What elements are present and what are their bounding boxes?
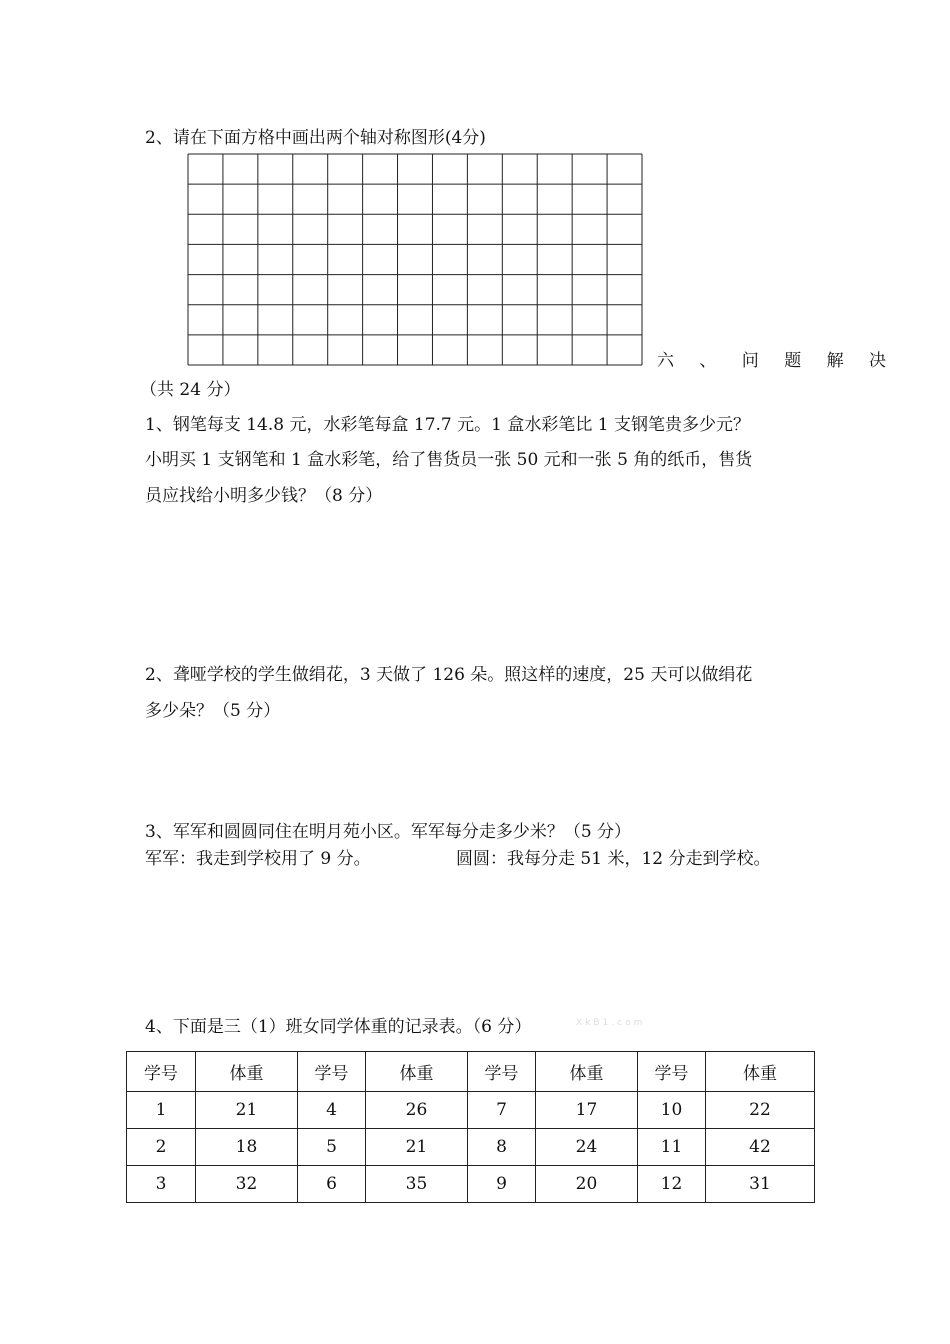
table-cell: 26 [366,1092,468,1129]
table-cell: 2 [127,1129,196,1166]
drawing-grid[interactable] [187,153,643,367]
header-weight: 体重 [366,1052,468,1092]
problem-3-line-1: 3、军军和圆圆同住在明月苑小区。军军每分走多少米？（5 分） [145,822,632,842]
problem-1-line-3: 员应找给小明多少钱？（8 分） [145,486,383,506]
header-student-number: 学号 [127,1052,196,1092]
header-student-number: 学号 [298,1052,366,1092]
table-row [127,1092,815,1129]
table-cell: 7 [468,1092,536,1129]
table-cell: 1 [127,1092,196,1129]
problem-3-junjun: 军军：我走到学校用了 9 分。 [145,849,371,869]
section-6-score: （共 24 分） [140,380,241,400]
header-weight: 体重 [706,1052,815,1092]
table-cell: 21 [366,1129,468,1166]
header-student-number: 学号 [638,1052,706,1092]
table-cell: 9 [468,1166,536,1203]
table-row [127,1166,815,1203]
table-cell: 3 [127,1166,196,1203]
table-cell: 24 [536,1129,638,1166]
table-cell: 6 [298,1166,366,1203]
table-cell: 21 [196,1092,298,1129]
table-cell: 17 [536,1092,638,1129]
table-cell: 32 [196,1166,298,1203]
table-cell: 10 [638,1092,706,1129]
problem-2-line-1: 2、聋哑学校的学生做绢花，3 天做了 126 朵。照这样的速度，25 天可以做绢花 [145,665,753,685]
table-cell: 22 [706,1092,815,1129]
problem-3-yuanyuan: 圆圆：我每分走 51 米，12 分走到学校。 [456,849,771,869]
section-6-heading: 六 、 问 题 解 决 [657,351,897,371]
weight-record-table [126,1051,815,1203]
table-header-row [127,1052,815,1092]
question-2-draw-symmetric: 2、请在下面方格中画出两个轴对称图形(4分) [145,128,486,148]
table-cell: 11 [638,1129,706,1166]
table-cell: 31 [706,1166,815,1203]
header-weight: 体重 [536,1052,638,1092]
table-cell: 20 [536,1166,638,1203]
table-cell: 18 [196,1129,298,1166]
table-cell: 42 [706,1129,815,1166]
table-cell: 5 [298,1129,366,1166]
table-cell: 4 [298,1092,366,1129]
problem-1-line-2: 小明买 1 支钢笔和 1 盒水彩笔，给了售货员一张 50 元和一张 5 角的纸币，售货 [145,450,753,470]
table-row [127,1129,815,1166]
problem-2-line-2: 多少朵？（5 分） [145,701,281,721]
table-cell: 8 [468,1129,536,1166]
problem-1-line-1: 1、钢笔每支 14.8 元，水彩笔每盒 17.7 元。1 盒水彩笔比 1 支钢笔贵多少元？ [145,415,750,435]
table-cell: 35 [366,1166,468,1203]
watermark: XkB1.com [576,1018,646,1028]
header-weight: 体重 [196,1052,298,1092]
problem-4-line-1: 4、下面是三（1）班女同学体重的记录表。（6 分） [145,1017,532,1037]
header-student-number: 学号 [468,1052,536,1092]
table-cell: 12 [638,1166,706,1203]
